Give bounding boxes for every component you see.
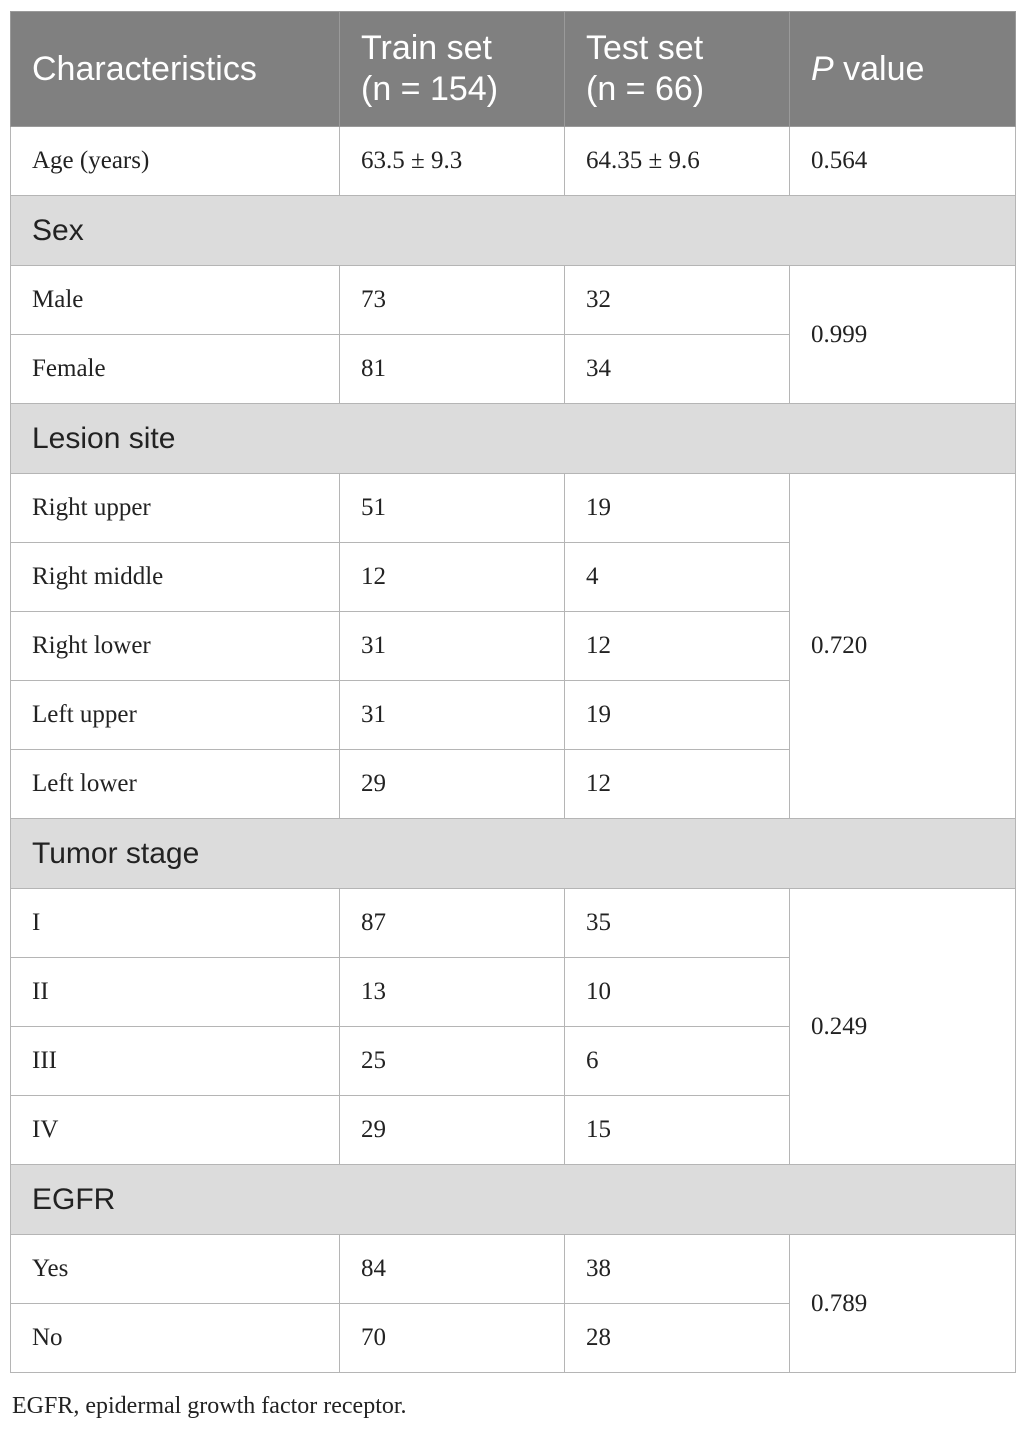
row-train-value: 25 [340, 1027, 565, 1096]
row-test-value: 15 [565, 1096, 790, 1165]
row-test-value: 28 [565, 1304, 790, 1373]
row-label: IV [11, 1096, 340, 1165]
row-test-value: 4 [565, 543, 790, 612]
row-label: Yes [11, 1235, 340, 1304]
row-test-value: 35 [565, 889, 790, 958]
table-row [11, 474, 1016, 543]
header-characteristics: Characteristics [11, 12, 340, 127]
row-label: Female [11, 335, 340, 404]
row-label: Right middle [11, 543, 340, 612]
row-test-value: 10 [565, 958, 790, 1027]
header-test-line1: Test set [586, 29, 704, 67]
row-test-value: 12 [565, 612, 790, 681]
row-label: II [11, 958, 340, 1027]
table-header-row [11, 12, 1016, 127]
header-train-line1: Train set [361, 29, 493, 67]
row-train-value: 87 [340, 889, 565, 958]
header-test-set [565, 12, 790, 127]
table-row [11, 889, 1016, 958]
header-test-line2: (n = 66) [586, 70, 705, 108]
row-train-value: 84 [340, 1235, 565, 1304]
header-p-italic: P [811, 49, 834, 88]
row-label: Right upper [11, 474, 340, 543]
row-test-value: 64.35 ± 9.6 [565, 127, 790, 196]
section-p-value: 0.720 [790, 474, 1016, 819]
section-p-value: 0.249 [790, 889, 1016, 1165]
table-footnote: EGFR, epidermal growth factor receptor. [12, 1393, 407, 1419]
row-train-value: 31 [340, 612, 565, 681]
row-label: Left lower [11, 750, 340, 819]
row-label: No [11, 1304, 340, 1373]
row-label: Age (years) [11, 127, 340, 196]
row-train-value: 73 [340, 266, 565, 335]
row-test-value: 32 [565, 266, 790, 335]
header-train-line2: (n = 154) [361, 70, 499, 108]
row-train-value: 51 [340, 474, 565, 543]
section-title: Tumor stage [11, 819, 1016, 889]
table-row [11, 1235, 1016, 1304]
row-p-value: 0.564 [790, 127, 1016, 196]
header-p-value [790, 12, 1016, 127]
row-train-value: 29 [340, 750, 565, 819]
row-label: Left upper [11, 681, 340, 750]
row-train-value: 29 [340, 1096, 565, 1165]
section-p-value: 0.789 [790, 1235, 1016, 1373]
table-row [11, 266, 1016, 335]
row-test-value: 19 [565, 474, 790, 543]
row-train-value: 12 [340, 543, 565, 612]
row-train-value: 81 [340, 335, 565, 404]
row-label: Male [11, 266, 340, 335]
table-row-age [11, 127, 1016, 196]
row-train-value: 31 [340, 681, 565, 750]
row-test-value: 12 [565, 750, 790, 819]
characteristics-table [10, 11, 1016, 1373]
row-train-value: 63.5 ± 9.3 [340, 127, 565, 196]
section-title: Sex [11, 196, 1016, 266]
header-train-set [340, 12, 565, 127]
row-train-value: 13 [340, 958, 565, 1027]
section-title: Lesion site [11, 404, 1016, 474]
section-p-value: 0.999 [790, 266, 1016, 404]
row-label: I [11, 889, 340, 958]
row-train-value: 70 [340, 1304, 565, 1373]
row-test-value: 34 [565, 335, 790, 404]
section-title: EGFR [11, 1165, 1016, 1235]
row-test-value: 38 [565, 1235, 790, 1304]
row-label: Right lower [11, 612, 340, 681]
row-test-value: 19 [565, 681, 790, 750]
section-row-sex [11, 196, 1016, 266]
row-label: III [11, 1027, 340, 1096]
section-row-egfr [11, 1165, 1016, 1235]
row-test-value: 6 [565, 1027, 790, 1096]
section-row-tumor-stage [11, 819, 1016, 889]
header-p-rest: value [833, 49, 925, 88]
section-row-lesion-site [11, 404, 1016, 474]
